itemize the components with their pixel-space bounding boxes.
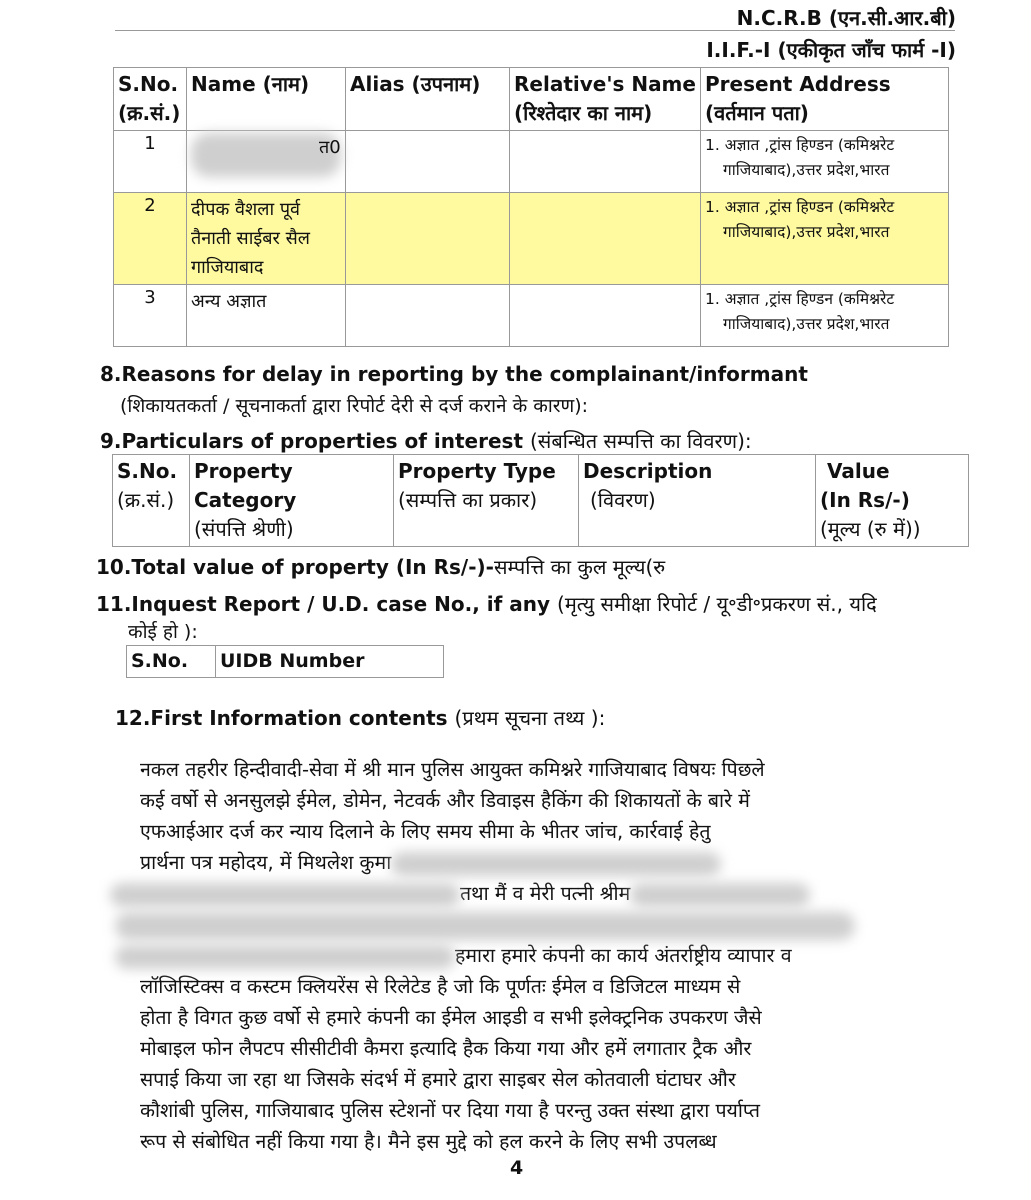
col-category: Property Category (संपत्ति श्रेणी) bbox=[190, 455, 394, 547]
row-name: अन्य अज्ञात bbox=[187, 285, 346, 347]
col-uidb: UIDB Number bbox=[216, 646, 444, 678]
redaction-blur bbox=[115, 912, 855, 940]
col-value: Value (In Rs/-) (मूल्य (रु में)) bbox=[816, 455, 969, 547]
table-row bbox=[114, 285, 949, 347]
body-line: सपाई किया जा रहा था जिसके संदर्भ में हमारे द्वारा साइबर सेल कोतवाली घंटाघर और bbox=[140, 1068, 736, 1091]
col-sno: S.No. (क्र.सं.) bbox=[113, 455, 190, 547]
section-9-title: 9.Particulars of properties of interest (संबन्धित सम्पत्ति का विवरण): bbox=[100, 429, 752, 453]
uidb-table-header bbox=[127, 646, 444, 678]
row-alias bbox=[346, 193, 510, 285]
first-information-body bbox=[140, 754, 900, 1157]
row-sno: 2 bbox=[114, 193, 187, 285]
body-line: रूप से संबोधित नहीं किया गया है। मैने इस मुद्दे को हल करने के लिए सभी उपलब्ध bbox=[140, 1130, 717, 1153]
table-row bbox=[114, 193, 949, 285]
col-sno: S.No. bbox=[127, 646, 216, 678]
body-line: कौशांबी पुलिस, गाजियाबाद पुलिस स्टेशनों पर दिया गया है परन्तु उक्त संस्था द्वारा पर्याप्त bbox=[140, 1099, 761, 1122]
property-table-header bbox=[113, 455, 969, 547]
section-8-subtitle: (शिकायतकर्ता / सूचनाकर्ता द्वारा रिपोर्ट देरी से दर्ज कराने के कारण): bbox=[120, 395, 589, 417]
section-10-title: 10.Total value of property (In Rs/-)-सम्पत्ति का कुल मूल्य(रु bbox=[96, 555, 666, 579]
redaction-blur bbox=[630, 883, 810, 907]
page-number: 4 bbox=[510, 1157, 524, 1179]
header-iif: I.I.F.-I (एकीकृत जाँच फार्म -I) bbox=[706, 38, 956, 62]
accused-table-header bbox=[114, 68, 949, 131]
uidb-table bbox=[126, 645, 444, 678]
header-divider bbox=[115, 30, 955, 31]
col-type: Property Type (सम्पत्ति का प्रकार) bbox=[394, 455, 579, 547]
row-sno: 1 bbox=[114, 131, 187, 193]
row-address: 1. अज्ञात ,ट्रांस हिण्डन (कमिश्नरेट गाजियाबाद),उत्तर प्रदेश,भारत bbox=[701, 131, 949, 193]
col-address: Present Address (वर्तमान पता) bbox=[701, 68, 949, 131]
row-relative bbox=[510, 285, 701, 347]
row-sno: 3 bbox=[114, 285, 187, 347]
section-12-title: 12.First Information contents (प्रथम सूचना तथ्य ): bbox=[115, 706, 606, 730]
redaction-blur bbox=[110, 883, 460, 907]
accused-table bbox=[113, 67, 949, 347]
body-line: हमारा हमारे कंपनी का कार्य अंतर्राष्ट्रीय व्यापार व bbox=[115, 940, 900, 971]
body-line: मोबाइल फोन लैपटप सीसीटीवी कैमरा इत्यादि हैक किया गया और हमें लगातार ट्रैक और bbox=[140, 1037, 752, 1060]
col-description: Description (विवरण) bbox=[579, 455, 816, 547]
redaction-blur bbox=[115, 945, 455, 969]
row-address: 1. अज्ञात ,ट्रांस हिण्डन (कमिश्नरेट गाजियाबाद),उत्तर प्रदेश,भारत bbox=[701, 193, 949, 285]
body-line: नकल तहरीर हिन्दीवादी-सेवा में श्री मान पुलिस आयुक्त कमिश्नरे गाजियाबाद विषयः पिछले bbox=[140, 758, 765, 781]
body-line: कई वर्षो से अनसुलझे ईमेल, डोमेन, नेटवर्क और डिवाइस हैकिंग की शिकायतों के बारे में bbox=[140, 789, 750, 812]
row-relative bbox=[510, 193, 701, 285]
header-ncrb: N.C.R.B (एन.सी.आर.बी) bbox=[736, 6, 956, 30]
section-8-title: 8.Reasons for delay in reporting by the complainant/informant bbox=[100, 362, 808, 386]
row-alias bbox=[346, 131, 510, 193]
row-address: 1. अज्ञात ,ट्रांस हिण्डन (कमिश्नरेट गाजियाबाद),उत्तर प्रदेश,भारत bbox=[701, 285, 949, 347]
col-alias: Alias (उपनाम) bbox=[346, 68, 510, 131]
col-sno: S.No. (क्र.सं.) bbox=[114, 68, 187, 131]
property-table bbox=[112, 454, 969, 547]
col-relative: Relative's Name (रिश्तेदार का नाम) bbox=[510, 68, 701, 131]
section-11-title: 11.Inquest Report / U.D. case No., if any (मृत्यु समीक्षा रिपोर्ट / यू॰डी॰प्रकरण सं., यदि bbox=[96, 592, 877, 616]
body-line: होता है विगत कुछ वर्षो से हमारे कंपनी का ईमेल आइडी व सभी इलेक्ट्रनिक उपकरण जैसे bbox=[140, 1006, 762, 1029]
redaction-blur bbox=[391, 852, 721, 876]
body-line: लॉजिस्टिक्स व कस्टम क्लियरेंस से रिलेटेड है जो कि पूर्णतः ईमेल व डिजिटल माध्यम से bbox=[140, 975, 741, 998]
body-line bbox=[115, 909, 900, 940]
body-line: तथा मैं व मेरी पत्नी श्रीम bbox=[110, 878, 900, 909]
section-11-title-cont: कोई हो ): bbox=[128, 621, 198, 643]
row-alias bbox=[346, 285, 510, 347]
row-name: त0 bbox=[187, 131, 346, 193]
table-row bbox=[114, 131, 949, 193]
body-line: प्रार्थना पत्र महोदय, में मिथलेश कुमा bbox=[140, 847, 900, 878]
row-name: दीपक वैशला पूर्व तैनाती साईबर सैल गाजियाबाद bbox=[187, 193, 346, 285]
col-name: Name (नाम) bbox=[187, 68, 346, 131]
body-line: एफआईआर दर्ज कर न्याय दिलाने के लिए समय सीमा के भीतर जांच, कार्रवाई हेतु bbox=[140, 820, 711, 843]
row-relative bbox=[510, 131, 701, 193]
